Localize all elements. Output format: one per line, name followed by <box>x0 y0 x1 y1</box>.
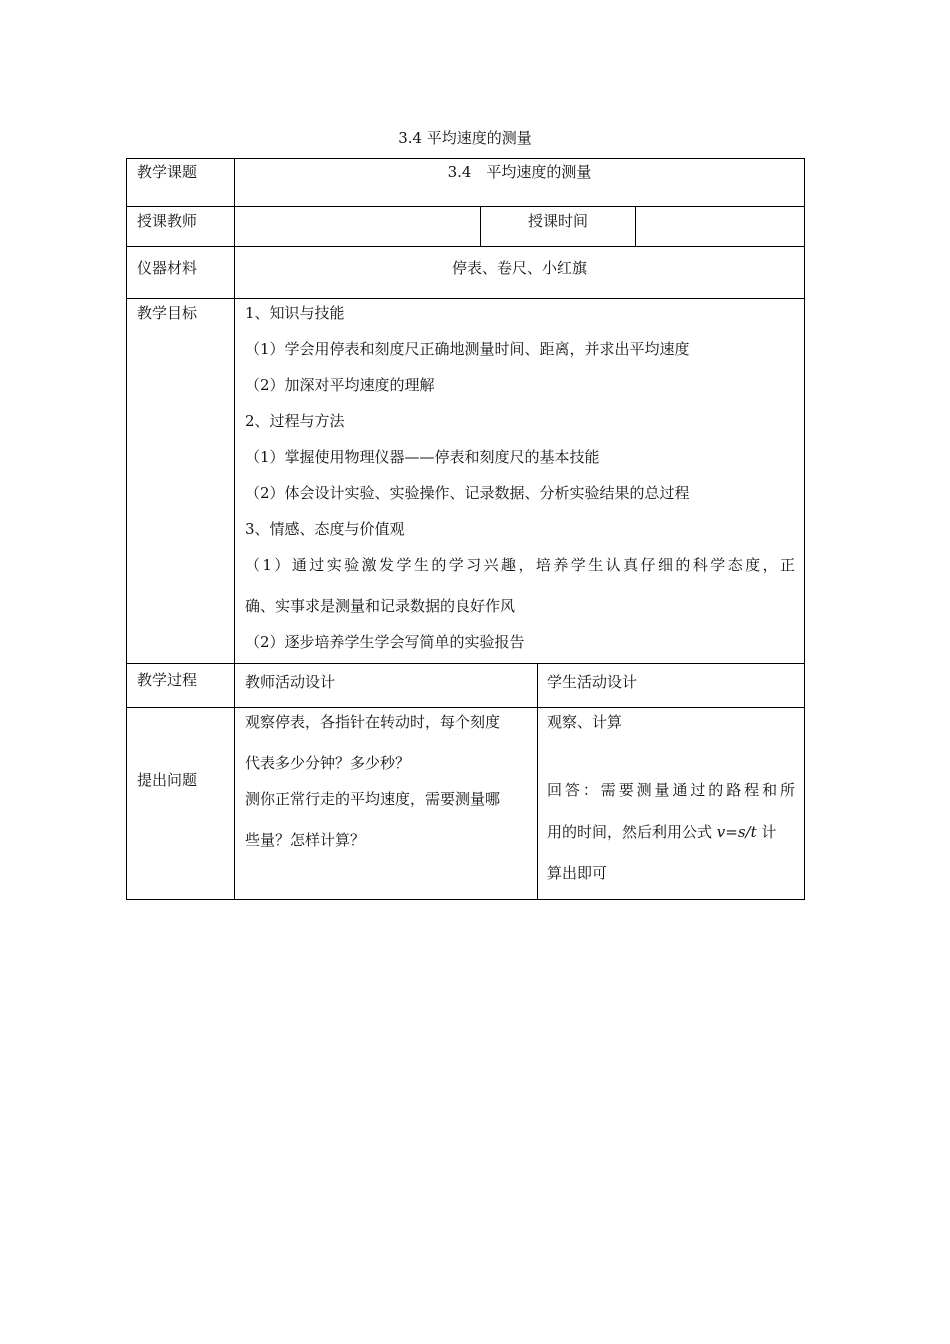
teacher-activity-line: 测你正常行走的平均速度，需要测量哪 <box>245 790 501 808</box>
question-label: 提出问题 <box>137 771 198 789</box>
speed-formula: v=s/t <box>716 823 757 841</box>
table-border-left <box>126 158 127 900</box>
time-label-divider-right <box>635 206 636 247</box>
teacher-label: 授课教师 <box>137 212 198 230</box>
objective-line: 2、过程与方法 <box>245 412 345 430</box>
teacher-activity-line: 观察停表，各指针在转动时，每个刻度 <box>245 713 501 731</box>
teacher-activity-line: 些量？怎样计算？ <box>245 831 366 849</box>
table-border-top <box>126 158 805 159</box>
topic-label: 教学课题 <box>137 163 198 181</box>
objective-line: 3、情感、态度与价值观 <box>245 520 405 538</box>
objective-line: 1、知识与技能 <box>245 304 345 322</box>
table-divider <box>126 298 805 299</box>
objective-line: （1）学会用停表和刻度尺正确地测量时间、距离，并求出平均速度 <box>245 340 690 358</box>
objective-line: （2）逐步培养学生学会写简单的实验报告 <box>245 633 525 651</box>
table-divider <box>126 246 805 247</box>
student-activity-line-formula <box>547 822 795 842</box>
teacher-activity-header: 教师活动设计 <box>245 673 336 691</box>
objective-line: 确、实事求是测量和记录数据的良好作风 <box>245 597 516 615</box>
objective-line: （1）掌握使用物理仪器——停表和刻度尺的基本技能 <box>245 448 600 466</box>
formula-suffix: 计 <box>756 823 777 841</box>
objectives-label: 教学目标 <box>137 304 198 322</box>
table-divider <box>126 707 805 708</box>
table-divider <box>126 206 805 207</box>
materials-value: 停表、卷尺、小红旗 <box>451 259 587 277</box>
table-divider <box>126 663 805 664</box>
objective-line: （1）通过实验激发学生的学习兴趣，培养学生认真仔细的科学态度，正 <box>245 556 795 574</box>
materials-label: 仪器材料 <box>137 259 198 277</box>
table-border-bottom <box>126 899 805 900</box>
time-label: 授课时间 <box>527 212 588 230</box>
teacher-activity-line: 代表多少分钟？多少秒？ <box>245 754 411 772</box>
student-activity-line: 观察、计算 <box>547 713 623 731</box>
activity-column-divider <box>537 663 538 900</box>
objective-line: （2）加深对平均速度的理解 <box>245 376 435 394</box>
topic-value: 3.4 平均速度的测量 <box>447 163 592 181</box>
table-border-right <box>804 158 805 900</box>
document-title: 3.4 平均速度的测量 <box>398 129 532 147</box>
student-activity-line: 回答：需要测量通过的路程和所 <box>547 781 795 799</box>
process-label: 教学过程 <box>137 671 198 689</box>
formula-prefix: 用的时间，然后利用公式 <box>547 823 717 841</box>
student-activity-header: 学生活动设计 <box>547 673 638 691</box>
student-activity-line: 算出即可 <box>547 864 608 882</box>
objective-line: （2）体会设计实验、实验操作、记录数据、分析实验结果的总过程 <box>245 484 690 502</box>
